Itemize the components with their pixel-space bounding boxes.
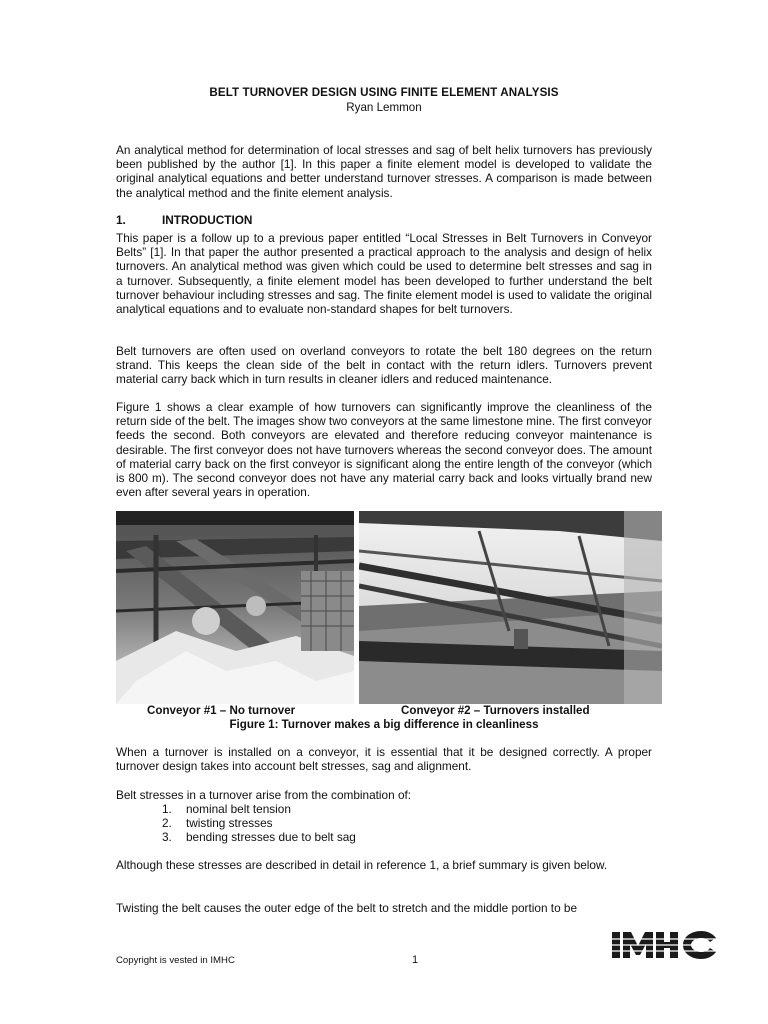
figure-caption: Figure 1: Turnover makes a big difference in cleanliness bbox=[229, 718, 539, 731]
imhc-logo bbox=[612, 928, 718, 962]
paragraph-reference: Although these stresses are described in detail in reference 1, a brief summary is given below. bbox=[116, 858, 608, 872]
list-item: 1. nominal belt tension bbox=[162, 802, 291, 816]
conveyor-1-photo bbox=[116, 511, 354, 704]
stress-list bbox=[162, 802, 356, 845]
list-item: 3. bending stresses due to belt sag bbox=[162, 830, 356, 845]
intro-paragraph-3: Figure 1 shows a clear example of how turnovers can significantly improve the cleanliness of the return side of the belt. The images show two conveyors at the same limestone mine. The first conveyor feeds the second. Both conveyors are elevated and therefore reducing conveyor maintenance is desirable. The first conveyor does not have turnovers whereas the second conveyor does. The amount of material carry back on the first conveyor is significant along the entire length of the conveyor (which is 800 m). The second conveyor does not have any material carry back and looks virtually brand new even after several years in operation. bbox=[116, 400, 652, 500]
conveyor-2-caption: Conveyor #2 – Turnovers installed bbox=[401, 704, 590, 717]
paper-title: BELT TURNOVER DESIGN USING FINITE ELEMENT ANALYSIS bbox=[209, 86, 559, 99]
copyright-notice: Copyright is vested in IMHC bbox=[116, 955, 235, 966]
intro-paragraph-1: This paper is a follow up to a previous paper entitled “Local Stresses in Belt Turnovers in Conveyor Belts” [1]. In that paper the author presented a practical approach to the analysis and design of helix turnovers. An analytical method was given which could be used to determine belt stresses and sag in a turnover. Subsequently, a finite element model has been developed to further understand the belt turnover behaviour including stresses and sag. The finite element model is used to validate the original analytical equations and to evaluate non-standard shapes for belt turnovers. bbox=[116, 231, 652, 317]
paper-author: Ryan Lemmon bbox=[346, 101, 422, 114]
section-heading bbox=[116, 213, 252, 227]
paragraph-belt-stresses: Belt stresses in a turnover arise from the combination of: bbox=[116, 788, 412, 802]
conveyor-2-photo bbox=[359, 511, 662, 704]
section-title: INTRODUCTION bbox=[162, 213, 253, 227]
section-number: 1. bbox=[116, 213, 126, 227]
imhc-logo-mark bbox=[612, 928, 718, 962]
paragraph-turnover-design: When a turnover is installed on a conveyor, it is essential that it be designed correctly. A proper turnover design takes into account belt stresses, sag and alignment. bbox=[116, 745, 652, 774]
intro-paragraph-2: Belt turnovers are often used on overland conveyors to rotate the belt 180 degrees on the return strand. This keeps the clean side of the belt in contact with the return idlers. Turnovers prevent material carry back which in turn results in cleaner idlers and reduced maintenance. bbox=[116, 344, 652, 387]
conveyor-1-caption: Conveyor #1 – No turnover bbox=[147, 704, 296, 717]
conveyor-2-image bbox=[359, 511, 662, 704]
paragraph-twisting: Twisting the belt causes the outer edge of the belt to stretch and the middle portion to be bbox=[116, 901, 578, 915]
list-item: 2. twisting stresses bbox=[162, 816, 273, 831]
abstract-paragraph: An analytical method for determination of local stresses and sag of belt helix turnovers has previously been published by the author [1]. In this paper a finite element model is developed to validate the original analytical equations and better understand turnover stresses. A comparison is made between the analytical method and the finite element analysis. bbox=[116, 143, 652, 200]
page-number: 1 bbox=[412, 954, 419, 966]
conveyor-1-image bbox=[116, 511, 354, 704]
